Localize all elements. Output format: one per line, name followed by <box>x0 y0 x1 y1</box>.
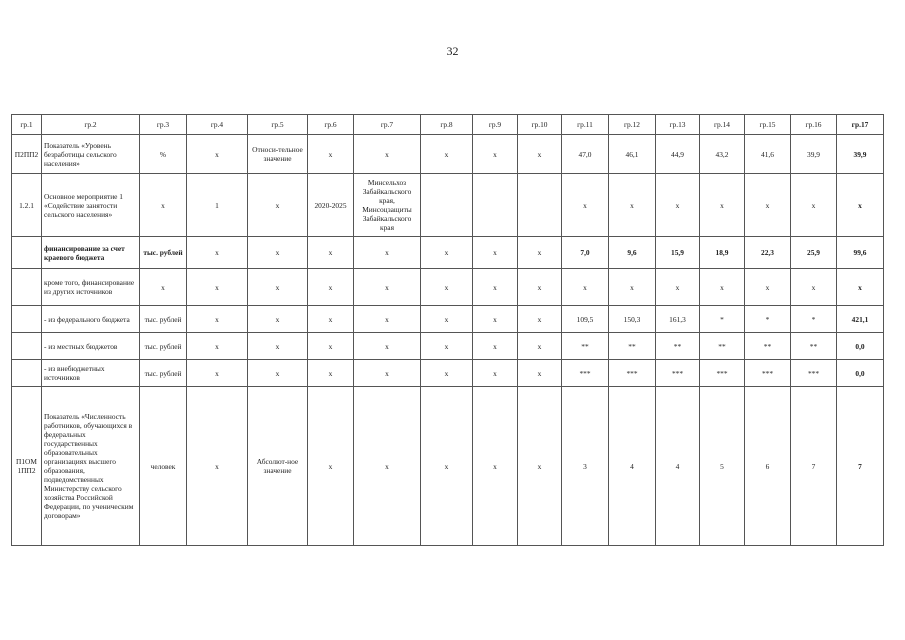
table-cell: Абсолют-ное значение <box>248 387 308 546</box>
table-cell <box>473 174 518 237</box>
table-cell: * <box>745 306 791 333</box>
table-cell: х <box>791 174 837 237</box>
table-cell: х <box>421 237 473 269</box>
table-cell: Показатель «Уровень безработицы сельского населения» <box>42 135 140 174</box>
table-cell: х <box>518 306 562 333</box>
table-cell: ** <box>700 333 745 360</box>
table-cell: 99,6 <box>837 237 884 269</box>
table-cell: 15,9 <box>656 237 700 269</box>
table-cell: - из местных бюджетов <box>42 333 140 360</box>
page-number: 32 <box>446 44 459 58</box>
table-cell: х <box>656 269 700 306</box>
table-cell: х <box>518 387 562 546</box>
table-cell: финансирование за счет краевого бюджета <box>42 237 140 269</box>
table-cell <box>421 174 473 237</box>
table-cell: 161,3 <box>656 306 700 333</box>
table-cell: х <box>354 135 421 174</box>
table-cell: Относи-тельное значение <box>248 135 308 174</box>
table-row <box>12 333 884 360</box>
table-cell: х <box>354 360 421 387</box>
table-cell: х <box>518 135 562 174</box>
table-cell: х <box>700 174 745 237</box>
table-cell: х <box>248 237 308 269</box>
table-cell: 25,9 <box>791 237 837 269</box>
table-cell: х <box>837 269 884 306</box>
header-cell: гр.13 <box>656 115 700 135</box>
table-cell: х <box>745 174 791 237</box>
table-cell: х <box>421 306 473 333</box>
table-cell: 39,9 <box>791 135 837 174</box>
table-cell: * <box>791 306 837 333</box>
table-cell: х <box>140 174 187 237</box>
table-cell: *** <box>562 360 609 387</box>
table-cell: *** <box>700 360 745 387</box>
table-cell: х <box>308 135 354 174</box>
table-cell: 2020-2025 <box>308 174 354 237</box>
table-cell: П1ОМ 1ПП2 <box>12 387 42 546</box>
table-cell: х <box>187 306 248 333</box>
table-cell: х <box>837 174 884 237</box>
table-cell: Показатель «Численность работников, обучающихся в федеральных государственных образовательных организациях высшего образования, подведомственных Министерству сельского хозяйства Российской Федерации, по ученическим договорам» <box>42 387 140 546</box>
table-cell: ** <box>791 333 837 360</box>
table-cell <box>12 333 42 360</box>
table-cell: - из внебюджетных источников <box>42 360 140 387</box>
table-cell: ** <box>656 333 700 360</box>
table-cell: 1 <box>187 174 248 237</box>
table-cell: х <box>421 333 473 360</box>
header-cell: гр.6 <box>308 115 354 135</box>
table-cell: х <box>187 135 248 174</box>
header-cell: гр.5 <box>248 115 308 135</box>
table-cell: 22,3 <box>745 237 791 269</box>
table-cell: Основное мероприятие 1 «Содействие занятости сельского населения» <box>42 174 140 237</box>
table-row <box>12 269 884 306</box>
table-cell: *** <box>745 360 791 387</box>
table-cell: х <box>473 306 518 333</box>
table-cell: *** <box>656 360 700 387</box>
table-cell: х <box>518 360 562 387</box>
header-cell: гр.11 <box>562 115 609 135</box>
table-cell: х <box>248 269 308 306</box>
table-cell: 18,9 <box>700 237 745 269</box>
table-cell <box>12 237 42 269</box>
table-cell: х <box>473 360 518 387</box>
table-cell: тыс. рублей <box>140 333 187 360</box>
header-cell: гр.2 <box>42 115 140 135</box>
table-cell: 41,6 <box>745 135 791 174</box>
table-cell: 43,2 <box>700 135 745 174</box>
table-cell: х <box>473 387 518 546</box>
table-cell: тыс. рублей <box>140 306 187 333</box>
table-cell: х <box>700 269 745 306</box>
program-table <box>11 114 884 546</box>
table-cell: 44,9 <box>656 135 700 174</box>
table-cell: 1.2.1 <box>12 174 42 237</box>
table-cell: х <box>609 174 656 237</box>
table-cell: * <box>700 306 745 333</box>
table-cell: ** <box>562 333 609 360</box>
table-row <box>12 360 884 387</box>
table-cell: х <box>562 269 609 306</box>
header-cell: гр.9 <box>473 115 518 135</box>
table-cell: 9,6 <box>609 237 656 269</box>
table-cell: х <box>140 269 187 306</box>
table-cell: х <box>354 237 421 269</box>
table-cell: П2ПП2 <box>12 135 42 174</box>
table-cell: х <box>248 174 308 237</box>
table-cell: 7,0 <box>562 237 609 269</box>
table-cell: 5 <box>700 387 745 546</box>
table-cell: х <box>562 174 609 237</box>
table-cell: 46,1 <box>609 135 656 174</box>
table-cell: 4 <box>656 387 700 546</box>
table-cell: 7 <box>791 387 837 546</box>
table-cell: х <box>187 387 248 546</box>
table-cell: х <box>421 135 473 174</box>
table-cell: тыс. рублей <box>140 237 187 269</box>
table-cell: х <box>518 237 562 269</box>
table-row <box>12 174 884 237</box>
table-cell: х <box>473 333 518 360</box>
table-cell: х <box>656 174 700 237</box>
table-cell: х <box>248 360 308 387</box>
table-cell: 4 <box>609 387 656 546</box>
table-cell: тыс. рублей <box>140 360 187 387</box>
table-cell: - из федерального бюджета <box>42 306 140 333</box>
table-cell: % <box>140 135 187 174</box>
table-cell: *** <box>791 360 837 387</box>
table-cell: х <box>354 333 421 360</box>
table-cell: х <box>308 333 354 360</box>
header-cell: гр.17 <box>837 115 884 135</box>
header-cell: гр.7 <box>354 115 421 135</box>
header-cell: гр.15 <box>745 115 791 135</box>
table-cell: х <box>308 306 354 333</box>
table-cell: х <box>248 333 308 360</box>
header-cell: гр.4 <box>187 115 248 135</box>
table-cell: х <box>609 269 656 306</box>
table-cell: х <box>473 135 518 174</box>
table-cell: 0,0 <box>837 333 884 360</box>
header-cell: гр.1 <box>12 115 42 135</box>
table-cell: *** <box>609 360 656 387</box>
table-cell: 150,3 <box>609 306 656 333</box>
header-cell: гр.8 <box>421 115 473 135</box>
header-cell: гр.14 <box>700 115 745 135</box>
table-cell: Минсельхоз Забайкальского края, Минсоцзащиты Забайкальского края <box>354 174 421 237</box>
table-cell: х <box>187 269 248 306</box>
table-cell: х <box>308 269 354 306</box>
table-cell: 421,1 <box>837 306 884 333</box>
table-cell: 7 <box>837 387 884 546</box>
table-cell: х <box>473 237 518 269</box>
table-cell: кроме того, финансирование из других источников <box>42 269 140 306</box>
table-cell: х <box>421 269 473 306</box>
table-cell: х <box>354 306 421 333</box>
table-cell: х <box>187 237 248 269</box>
table-cell: ** <box>745 333 791 360</box>
table-cell: х <box>421 360 473 387</box>
table-cell: 6 <box>745 387 791 546</box>
table-row <box>12 387 884 546</box>
table-cell: 109,5 <box>562 306 609 333</box>
table-cell: х <box>518 333 562 360</box>
table-row <box>12 135 884 174</box>
table-cell: х <box>354 269 421 306</box>
table-cell: 0,0 <box>837 360 884 387</box>
table-row <box>12 237 884 269</box>
table-cell: х <box>308 237 354 269</box>
table-cell <box>12 269 42 306</box>
table-cell: х <box>421 387 473 546</box>
header-row <box>12 115 884 135</box>
table-cell: х <box>473 269 518 306</box>
table-cell <box>12 306 42 333</box>
table-cell: х <box>518 269 562 306</box>
table-cell: человек <box>140 387 187 546</box>
header-cell: гр.10 <box>518 115 562 135</box>
table-cell: 47,0 <box>562 135 609 174</box>
table-cell <box>12 360 42 387</box>
table-cell: х <box>354 387 421 546</box>
table-cell: х <box>308 360 354 387</box>
table-cell: х <box>308 387 354 546</box>
table-cell: х <box>187 360 248 387</box>
table-cell: ** <box>609 333 656 360</box>
header-cell: гр.12 <box>609 115 656 135</box>
table-cell: 39,9 <box>837 135 884 174</box>
table-cell: х <box>791 269 837 306</box>
table-cell: х <box>248 306 308 333</box>
table-cell: х <box>745 269 791 306</box>
table-cell: 3 <box>562 387 609 546</box>
table-cell <box>518 174 562 237</box>
header-cell: гр.16 <box>791 115 837 135</box>
table-row <box>12 306 884 333</box>
table-cell: х <box>187 333 248 360</box>
header-cell: гр.3 <box>140 115 187 135</box>
